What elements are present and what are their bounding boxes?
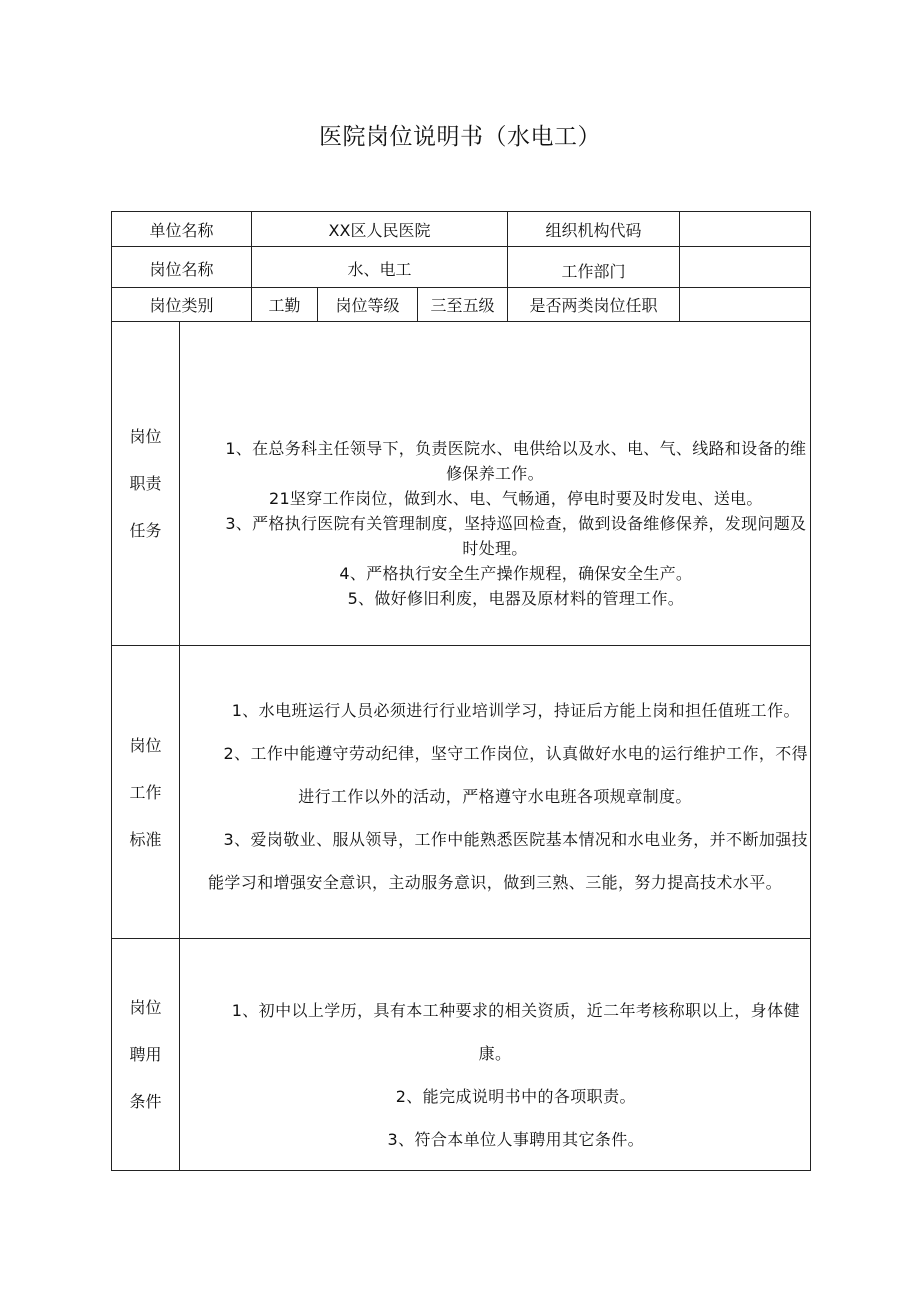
standard-item: 2、工作中能遵守劳动纪律，坚守工作岗位，认真做好水电的运行维护工作，不得进行工作以外的活动，严格遵守水电班各项规章制度。	[223, 743, 809, 806]
duties-label	[112, 322, 179, 645]
unit-name-value: XX区人民医院	[252, 212, 508, 247]
hiring-content	[180, 939, 811, 1171]
row-standards	[112, 646, 811, 939]
row-hiring	[112, 939, 811, 1171]
duty-item: 5、做好修旧利废，电器及原材料的管理工作。	[347, 588, 685, 608]
job-description-table	[111, 211, 811, 1171]
org-code-value	[680, 212, 811, 247]
hiring-item: 2、能完成说明书中的各项职责。	[395, 1086, 636, 1106]
standards-label-line: 岗位	[129, 735, 162, 755]
duty-item: 21坚穿工作岗位，做到水、电、气畅通，停电时要及时发电、送电。	[268, 488, 763, 508]
post-category-label: 岗位类别	[112, 288, 252, 322]
org-code-label: 组织机构代码	[508, 212, 680, 247]
duty-item: 3、严格执行医院有关管理制度，坚持巡回检查，做到设备维修保养，发现问题及时处理。	[225, 513, 807, 558]
hiring-label-line: 条件	[129, 1092, 162, 1111]
duties-label-line: 任务	[129, 521, 162, 540]
duties-label-cell	[112, 322, 180, 646]
duty-item: 1、在总务科主任领导下，负责医院水、电供给以及水、电、气、线路和设备的维修保养工作。	[225, 438, 807, 483]
duties-label-line: 职责	[129, 474, 162, 493]
standard-item: 3、爱岗敬业、服从领导，工作中能熟悉医院基本情况和水电业务，并不断加强技能学习和增强安全意识，主动服务意识，做到三熟、三能，努力提高技术水平。	[208, 829, 809, 892]
dual-post-label: 是否两类岗位任职	[508, 288, 680, 322]
standards-content	[180, 646, 811, 939]
dual-post-value	[680, 288, 811, 322]
standards-label-cell	[112, 646, 180, 939]
duties-content	[180, 322, 811, 646]
standards-label	[112, 646, 179, 938]
standard-item: 1、水电班运行人员必须进行行业培训学习，持证后方能上岗和担任值班工作。	[231, 700, 800, 720]
row-unit	[112, 212, 811, 247]
post-category-value: 工勤	[252, 288, 318, 322]
standards-label-line: 工作	[129, 782, 162, 802]
department-value	[680, 247, 811, 288]
hiring-item: 3、符合本单位人事聘用其它条件。	[387, 1129, 645, 1149]
post-grade-label: 岗位等级	[318, 288, 418, 322]
hiring-item: 1、初中以上学历，具有本工种要求的相关资质，近二年考核称职以上，身体健康。	[231, 1000, 800, 1063]
post-name-value: 水、电工	[252, 247, 508, 288]
hiring-label-cell	[112, 939, 180, 1171]
duty-item: 4、严格执行安全生产操作规程，确保安全生产。	[339, 563, 693, 583]
post-grade-value: 三至五级	[418, 288, 508, 322]
row-duties	[112, 322, 811, 646]
duties-label-line: 岗位	[129, 427, 162, 446]
hiring-label	[112, 939, 179, 1170]
hiring-label-line: 聘用	[129, 1045, 162, 1064]
row-post	[112, 247, 811, 288]
hiring-label-line: 岗位	[129, 998, 162, 1017]
unit-name-label: 单位名称	[112, 212, 252, 247]
post-name-label: 岗位名称	[112, 247, 252, 288]
document-title: 医院岗位说明书（水电工）	[319, 124, 601, 150]
standards-label-line: 标准	[129, 829, 162, 849]
row-category	[112, 288, 811, 322]
department-label: 工作部门	[508, 247, 680, 288]
